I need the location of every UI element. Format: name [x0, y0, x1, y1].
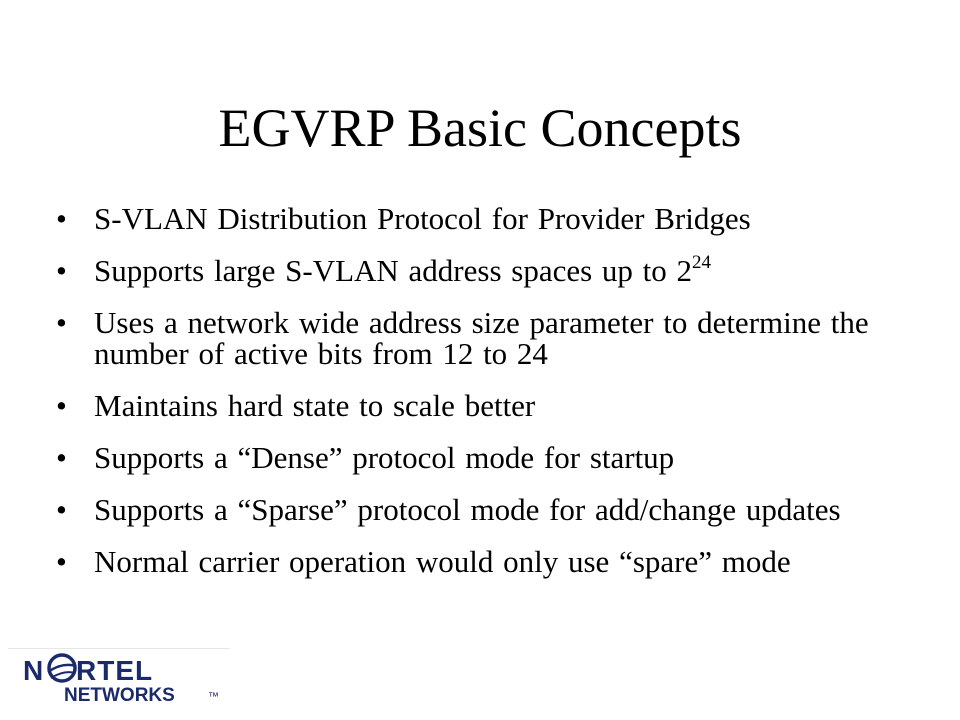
bullet-item: [56, 494, 896, 525]
exponent: 24: [692, 252, 712, 273]
logo-text-n: N: [23, 655, 44, 686]
bullet-item: [56, 203, 896, 234]
bullet-dot: •: [56, 305, 67, 340]
bullet-dot: •: [56, 201, 67, 236]
bullet-dot: •: [56, 388, 67, 423]
bullet-text: Normal carrier operation would only use “spare” mode: [94, 544, 791, 579]
bullet-text: Supports a “Dense” protocol mode for startup: [94, 440, 675, 475]
slide-title: EGVRP Basic Concepts: [218, 98, 742, 158]
bullet-text: Supports a “Sparse” protocol mode for add/change updates: [94, 492, 841, 527]
bullet-text: Maintains hard state to scale better: [94, 388, 536, 423]
bullet-dot: •: [56, 492, 67, 527]
bullet-item: [56, 442, 896, 473]
bullet-text: S-VLAN Distribution Protocol for Provider Bridges: [94, 201, 751, 236]
nortel-networks-logo: [8, 648, 230, 708]
logo-text-networks: NETWORKS: [64, 685, 175, 706]
bullet-dot: •: [56, 544, 67, 579]
bullet-dot: •: [56, 253, 67, 288]
bullet-item: [56, 252, 896, 288]
logo-trademark: ™: [208, 691, 219, 703]
bullet-dot: •: [56, 440, 67, 475]
globe-icon: [48, 655, 76, 681]
bullet-text: Supports large S-VLAN address spaces up to 2: [94, 253, 693, 288]
bullet-item: [56, 390, 896, 421]
bullet-text: Uses a network wide address size parameter to determine the number of active bits from 12 to 24: [94, 305, 869, 371]
bullet-list: [56, 203, 896, 598]
logo-graphic: [8, 648, 230, 708]
bullet-item: [56, 546, 896, 577]
bullet-item: [56, 307, 896, 369]
logo-text-rtel: RTEL: [76, 655, 154, 686]
